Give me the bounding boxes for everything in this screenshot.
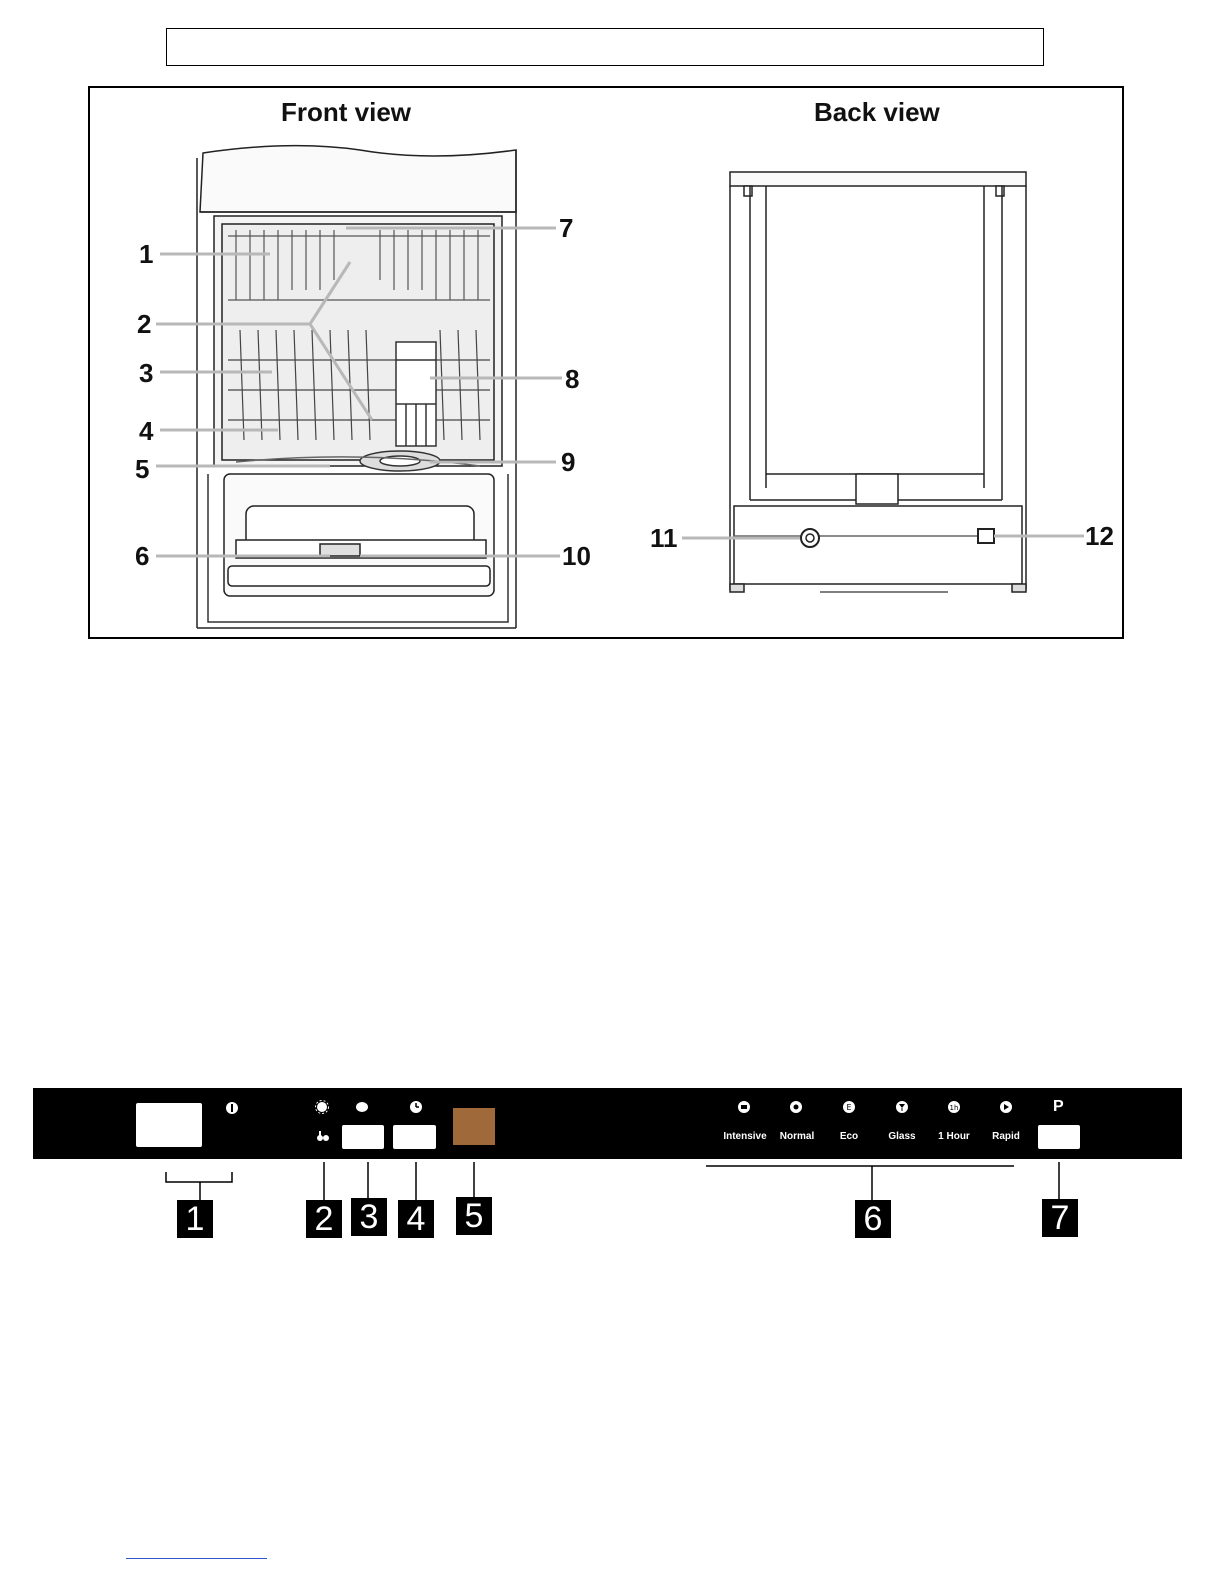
glass-icon: [895, 1100, 909, 1114]
callout-1: 1: [139, 239, 154, 269]
eco-icon: [842, 1100, 856, 1114]
callout-3: 3: [139, 358, 154, 388]
delay-button[interactable]: [393, 1125, 436, 1149]
rinse-aid-icon: [315, 1100, 329, 1114]
svg-text:1h: 1h: [949, 1104, 959, 1112]
program-label-1-hour: 1 Hour: [938, 1131, 970, 1142]
rapid-icon: [999, 1100, 1013, 1114]
callout-11: 11: [650, 523, 678, 553]
panel-leader-lines: [166, 1162, 1059, 1204]
program-label-glass: Glass: [888, 1131, 916, 1142]
panel-index-1: 1: [177, 1200, 213, 1238]
callout-2: 2: [137, 309, 152, 339]
one-hour-icon: [947, 1100, 961, 1114]
back-view-drawing: [730, 172, 1026, 592]
callout-5: 5: [135, 454, 150, 484]
program-label-intensive: Intensive: [723, 1131, 767, 1142]
intensive-icon: [737, 1100, 751, 1114]
panel-index-3: 3: [351, 1198, 387, 1236]
svg-text:E: E: [846, 1103, 852, 1112]
panel-index-2: 2: [306, 1200, 342, 1238]
back-view-title: Back view: [814, 97, 940, 127]
panel-index-6: 6: [855, 1200, 891, 1238]
callout-4: 4: [139, 416, 154, 446]
salt-icon: [316, 1129, 330, 1143]
normal-icon: [789, 1100, 803, 1114]
program-key-label: P: [1053, 1098, 1064, 1115]
program-label-normal: Normal: [779, 1131, 815, 1142]
power-button[interactable]: [136, 1103, 202, 1147]
callout-10: 10: [562, 541, 591, 571]
program-label-rapid: Rapid: [992, 1131, 1020, 1142]
front-view-title: Front view: [281, 97, 412, 127]
footnote-rule: [126, 1558, 267, 1559]
panel-index-5: 5: [456, 1197, 492, 1235]
delay-timer-icon: [408, 1099, 424, 1115]
display-window: [453, 1108, 495, 1145]
callout-6: 6: [135, 541, 150, 571]
callout-8: 8: [565, 364, 580, 394]
callout-7: 7: [559, 213, 574, 243]
power-icon: [224, 1100, 240, 1116]
program-label-eco: Eco: [839, 1131, 859, 1142]
control-panel: [33, 1088, 1182, 1159]
half-load-button[interactable]: [342, 1125, 384, 1149]
program-button[interactable]: [1038, 1125, 1080, 1149]
half-load-icon: [354, 1100, 370, 1114]
panel-index-7: 7: [1042, 1199, 1078, 1237]
callout-9: 9: [561, 447, 576, 477]
panel-index-4: 4: [398, 1200, 434, 1238]
callout-12: 12: [1085, 521, 1114, 551]
